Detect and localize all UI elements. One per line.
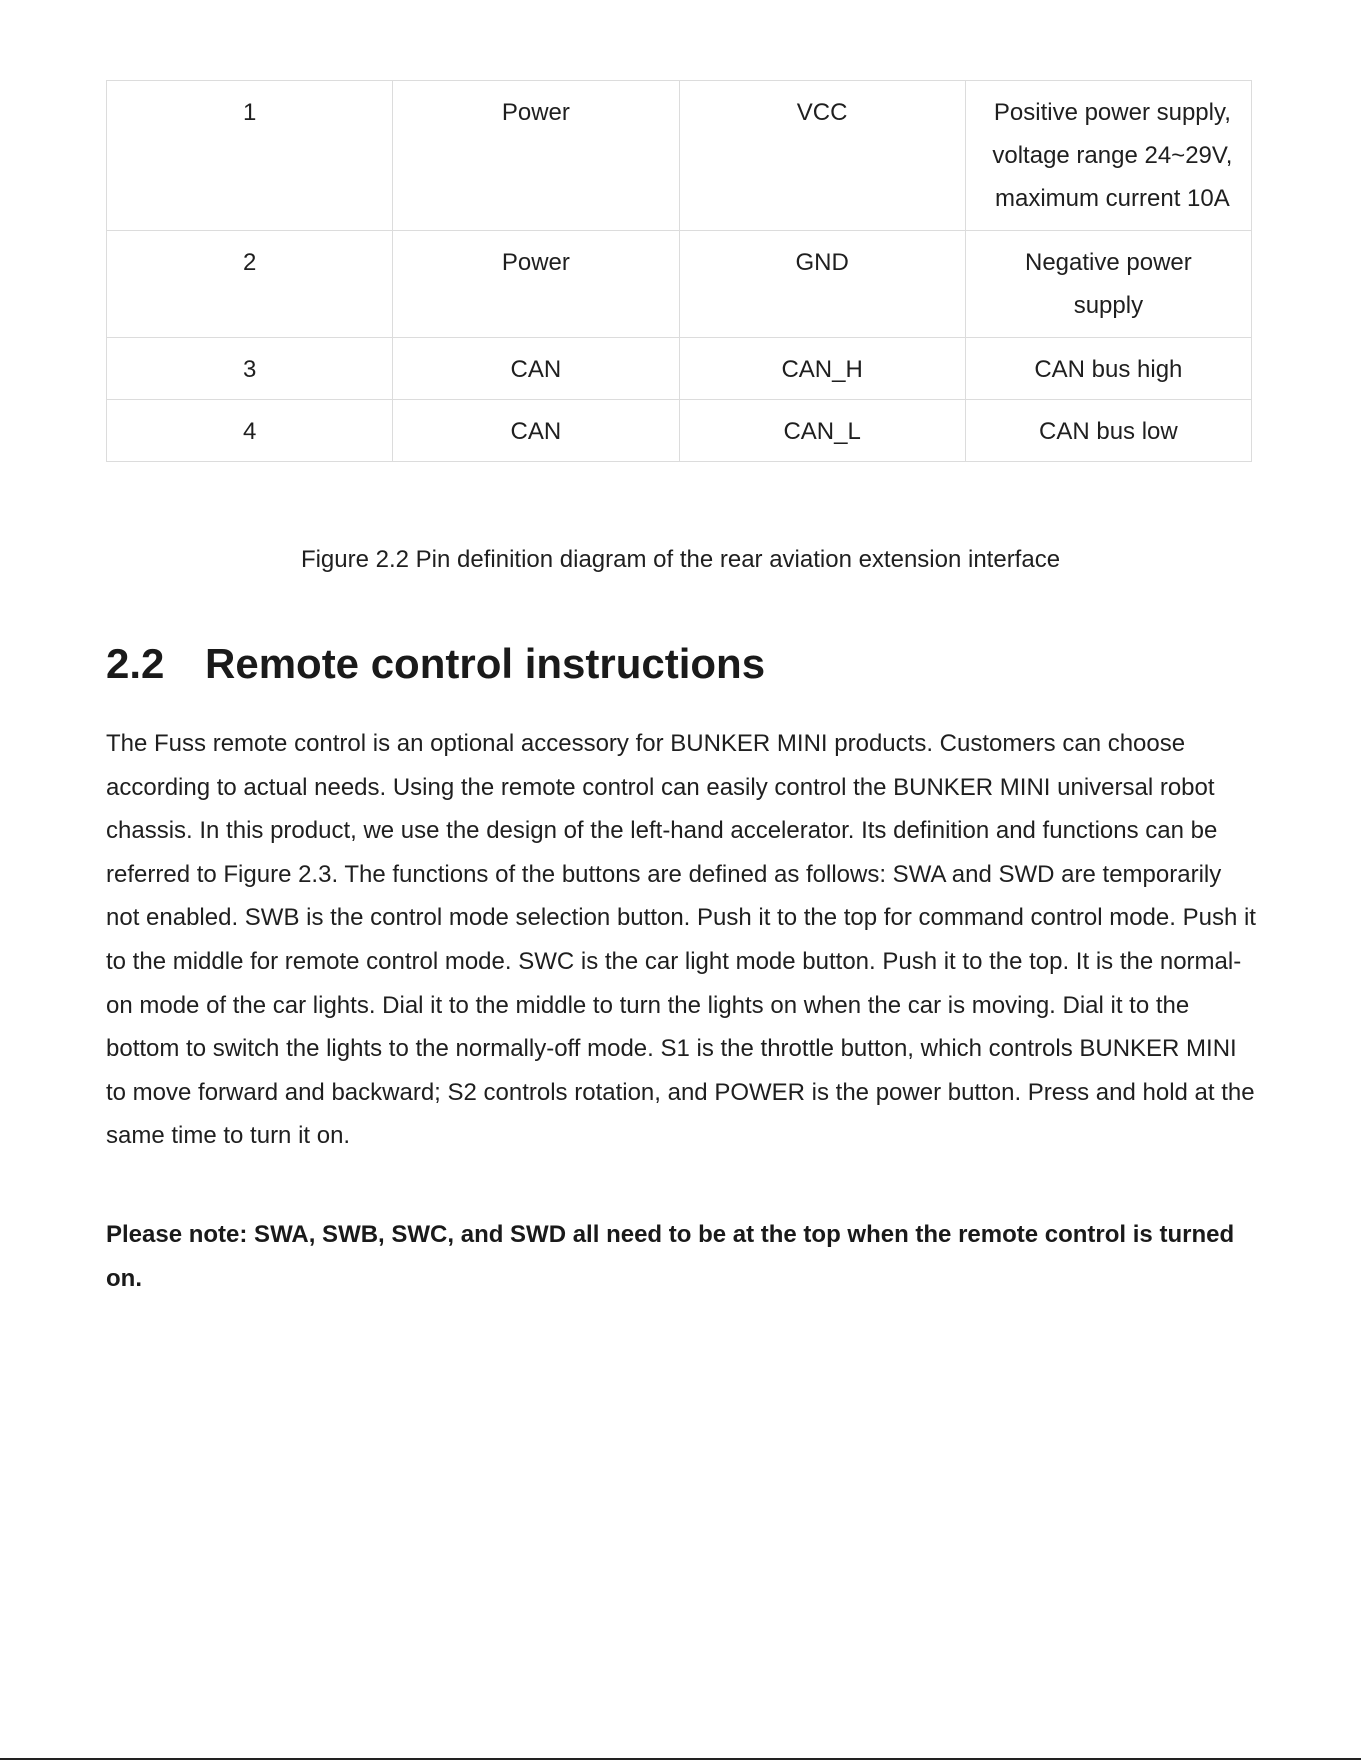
pin-description-cell: Negative power supply (965, 231, 1251, 338)
pin-number-cell: 1 (107, 81, 393, 231)
table-row (107, 231, 1252, 338)
pin-description-cell: Positive power supply, voltage range 24~29V, maximum current 10A (965, 81, 1251, 231)
pin-type-cell: Power (393, 81, 679, 231)
pin-name-cell: GND (679, 231, 965, 338)
pin-type-cell: CAN (393, 400, 679, 462)
pin-type-cell: Power (393, 231, 679, 338)
figure-caption: Figure 2.2 Pin definition diagram of the rear aviation extension interface (300, 546, 1061, 573)
section-number: 2.2 (106, 640, 165, 687)
pin-description-cell: CAN bus high (965, 338, 1251, 400)
pin-definition-table (106, 80, 1252, 462)
pin-number-cell: 2 (107, 231, 393, 338)
pin-name-cell: CAN_L (679, 400, 965, 462)
pin-number-cell: 3 (107, 338, 393, 400)
note-paragraph: Please note: SWA, SWB, SWC, and SWD all need to be at the top when the remote control is turned on. (106, 1221, 1235, 1292)
pin-name-cell: VCC (679, 81, 965, 231)
pin-description-cell: CAN bus low (965, 400, 1251, 462)
pin-name-cell: CAN_H (679, 338, 965, 400)
body-paragraph: The Fuss remote control is an optional accessory for BUNKER MINI products. Customers can choose according to actual needs. Using the remote control can easily control the BUNKER MINI universal robot chassis. In this product, we use the design of the left-hand accelerator. Its definition and functions can be referred to Figure 2.3. The functions of the buttons are defined as follows: SWA and SWD are temporarily not enabled. SWB is the control mode selection button. Push it to the top for command control mode. Push it to the middle for remote control mode. SWC is the car light mode button. Push it to the top. It is the normal-on mode of the car lights. Dial it to the middle to turn the lights on when the car is moving. Dial it to the bottom to switch the lights to the normally-off mode. S1 is the throttle button, which controls BUNKER MINI to move forward and backward; S2 controls rotation, and POWER is the power button. Press and hold at the same time to turn it on. (106, 730, 1256, 1150)
pin-type-cell: CAN (393, 338, 679, 400)
page-bottom-rule (0, 1758, 1361, 1760)
table-row (107, 338, 1252, 400)
pin-number-cell: 4 (107, 400, 393, 462)
section-heading (106, 636, 765, 692)
table-row (107, 81, 1252, 231)
section-title: Remote control instructions (205, 640, 766, 687)
table-row (107, 400, 1252, 462)
